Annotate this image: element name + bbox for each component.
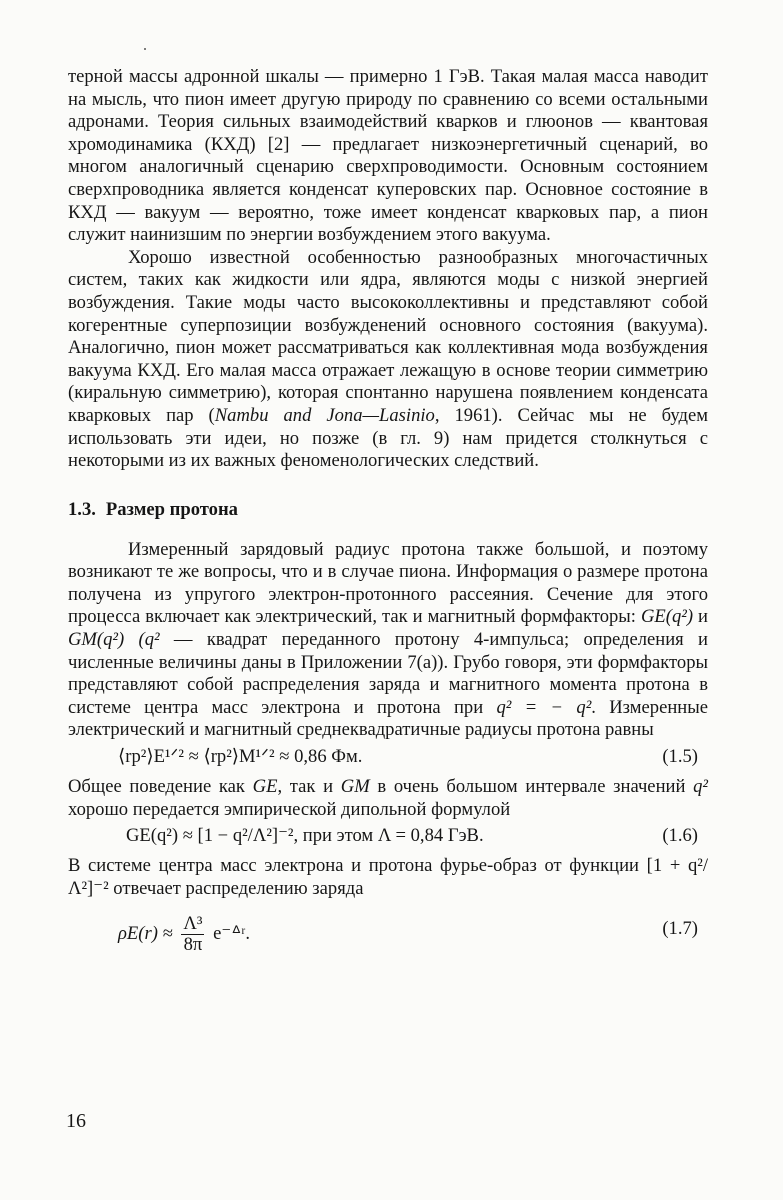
equation-1-7-formula bbox=[118, 914, 250, 955]
paragraph-4-text-d: хорошо передается эмпирической дипольной формулой bbox=[68, 798, 511, 820]
paragraph-3 bbox=[68, 539, 708, 742]
equation-1-7-denominator: 8π bbox=[183, 934, 203, 956]
equation-1-6-formula: GE(q²) ≈ [1 − q²/Λ²]⁻², при этом Λ = 0,84 ГэВ. bbox=[126, 825, 484, 847]
section-number: 1.3. bbox=[68, 498, 96, 520]
paragraph-4 bbox=[68, 776, 708, 821]
paragraph-5-text-a: В системе центра масс электрона и протона фурье-образ от функции bbox=[68, 855, 647, 877]
paragraph-4-text-b: , так и bbox=[277, 776, 341, 798]
equation-1-7-rhs: e⁻ᐞʳ. bbox=[213, 923, 250, 945]
paragraph-2-text-a: Хорошо известной особенностью разнообразных многочастичных систем, таких как жидкости или ядра, являются моды с низкой энергией возбуждения. Такие моды часто высококоллективны и представляют собой когерентные суперпозиции возбужденений основного состояния (вакуума). Аналогично, пион может рассматриваться как коллективная мода возбуждения вакуума КХД. Его малая масса отражает лежащую в основе теории симметрию (киральную симметрию), которая спонтанно нарушена появлением конденсата кварковых пар ( bbox=[68, 246, 708, 426]
paragraph-4-text-c: в очень большом интервале значений bbox=[369, 776, 694, 798]
symbol-ge: GE bbox=[252, 776, 278, 798]
equation-1-5-formula: ⟨rp²⟩E¹ᐟ² ≈ ⟨rp²⟩M¹ᐟ² ≈ 0,86 Фм. bbox=[118, 746, 363, 768]
symbol-gm-q2: GM(q²) bbox=[68, 629, 125, 651]
symbol-ge-q2: GE(q²) bbox=[640, 606, 694, 628]
symbol-gm: GM bbox=[340, 776, 370, 798]
symbol-dipole-function: [1 + q²/Λ²]⁻² bbox=[68, 855, 708, 899]
equation-1-7 bbox=[68, 900, 708, 962]
equation-1-6 bbox=[68, 821, 708, 851]
paragraph-5-text-b: отвечает распределению заряда bbox=[108, 877, 364, 899]
paragraph-1 bbox=[68, 66, 708, 247]
paragraph-4-text-a: Общее поведение как bbox=[68, 776, 253, 798]
page-body bbox=[68, 66, 708, 962]
paragraph-3-text-a: Измеренный зарядовый радиус протона также большой, и поэтому возникают те же вопросы, что и в случае пиона. Информация о размере протона получена из упругого электрон-протонного рассеяния. Сечение для этого процесса включает как электрический, так и магнитный формфакторы: bbox=[68, 538, 708, 628]
citation-nambu-jona-lasinio: Nambu and Jona—Lasinio bbox=[214, 404, 435, 426]
equation-1-6-number: (1.6) bbox=[662, 825, 698, 847]
page-number: 16 bbox=[66, 1110, 86, 1132]
paragraph-3-text-c: — квадрат переданного протону 4-импульса; определения и численные величины даны в Приложении 7(а)). Грубо говоря, эти формфакторы представляют собой распределения заряда и магнитного момента протона в системе центра масс электрона и протона при bbox=[68, 629, 708, 718]
equation-1-7-numerator: Λ³ bbox=[183, 913, 203, 935]
paragraph-1-text: терной массы адронной шкалы — примерно 1 ГэВ. Такая малая масса наводит на мысль, что пион имеет другую природу по сравнению со всеми остальными адронами. Теория сильных взаимодействий кварков и глюонов — квантовая хромодинамика (КХД) [2] — предлагает низкоэнергетичный сценарий, во многом аналогичный сценарию сверхпроводимости. Основным состоянием сверхпроводника является конденсат куперовских пар. Основное состояние в КХД — вакуум — вероятно, тоже имеет конденсат кварковых пар, а пион служит наинизшим по энергии возбуждением этого вакуума. bbox=[68, 66, 708, 246]
paragraph-2-text-b: , 1961). Сейчас мы не будем использовать эти идеи, но позже (в гл. 9) нам придется столкнуться с некоторыми из их важных феноменологических следствий. bbox=[68, 404, 708, 472]
paragraph-5 bbox=[68, 855, 708, 900]
symbol-q2-open: (q² bbox=[138, 629, 160, 651]
section-title: Размер протона bbox=[105, 498, 238, 520]
equation-1-5-number: (1.5) bbox=[662, 746, 698, 768]
equation-1-7-fraction bbox=[181, 914, 204, 955]
equation-1-7-lhs: ρE(r) ≈ bbox=[118, 923, 173, 945]
equation-1-5 bbox=[68, 742, 708, 772]
paragraph-3-text-b: и bbox=[693, 606, 708, 628]
scan-speck bbox=[144, 48, 146, 50]
section-heading bbox=[68, 499, 708, 521]
symbol-q2: q² bbox=[693, 776, 708, 798]
equation-1-7-number: (1.7) bbox=[662, 918, 698, 940]
paragraph-3-text-d: . Измеренные электрический и магнитный среднеквадратичные радиусы протона равны bbox=[68, 696, 708, 741]
paragraph-2 bbox=[68, 247, 708, 473]
symbol-q2-relation: q² = − q² bbox=[496, 696, 592, 718]
